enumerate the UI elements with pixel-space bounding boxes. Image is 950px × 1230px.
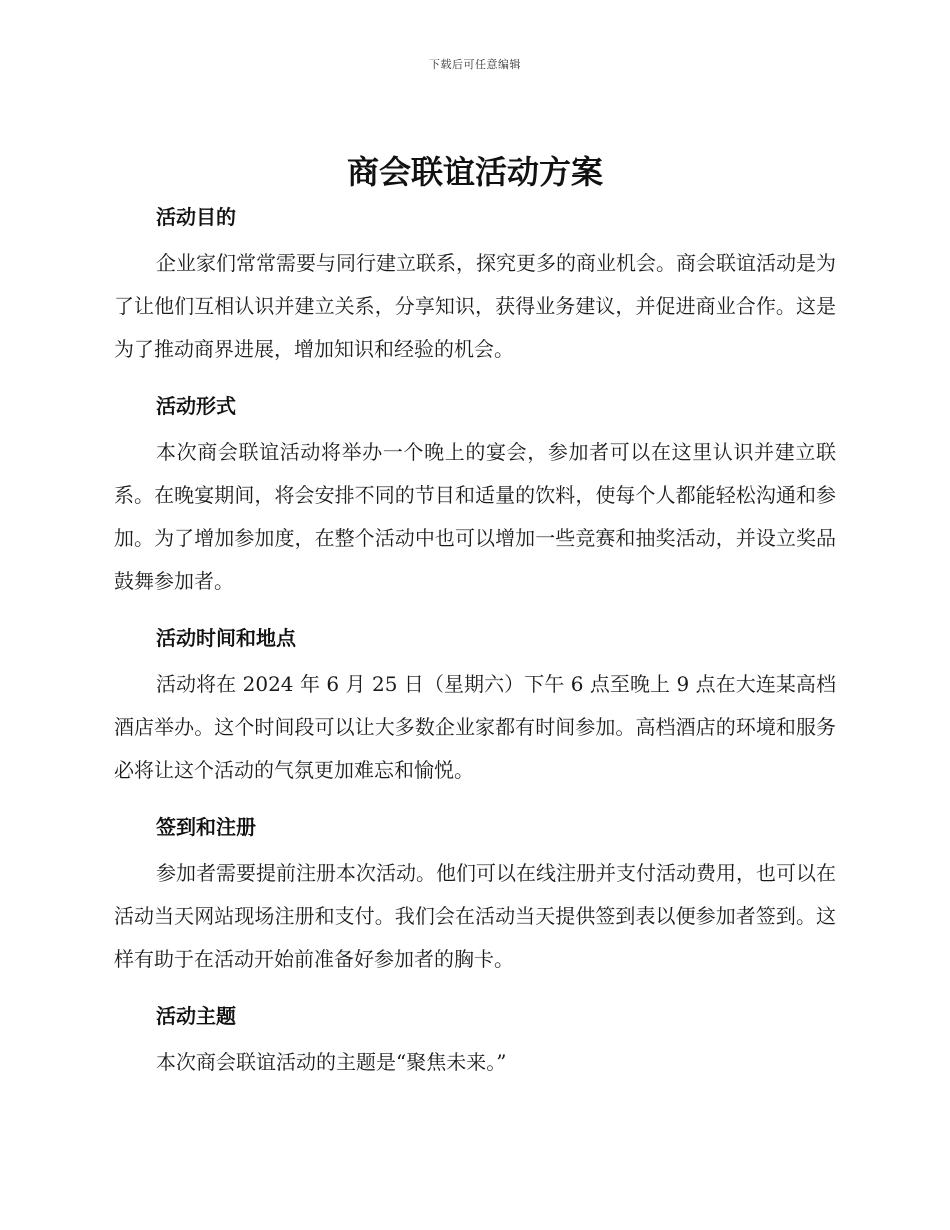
section-format (114, 391, 836, 603)
section-theme (114, 1001, 836, 1084)
section-heading: 活动主题 (156, 1004, 236, 1028)
document-title: 商会联谊活动方案 (346, 153, 603, 191)
document-content (114, 202, 836, 1084)
section-paragraph: 本次商会联谊活动的主题是“聚焦未来。” (156, 1050, 507, 1074)
section-registration (114, 812, 836, 981)
section-paragraph: 企业家们常常需要与同行建立联系，探究更多的商业机会。商会联谊活动是为了让他们互相认识并建立关系，分享知识，获得业务建议，并促进商业合作。这是为了推动商界进展，增加知识和经验的机会。 (114, 251, 836, 361)
page-header-note: 下载后可任意编辑 (429, 58, 521, 71)
section-heading: 活动形式 (156, 394, 236, 418)
section-time-location (114, 623, 836, 792)
section-heading: 活动时间和地点 (156, 626, 296, 650)
section-heading: 签到和注册 (156, 815, 256, 839)
section-paragraph: 活动将在 2024 年 6 月 25 日（星期六）下午 6 点至晚上 9 点在大连某高档酒店举办。这个时间段可以让大多数企业家都有时间参加。高档酒店的环境和服务必将让这个活动的气氛更加难忘和愉悦。 (114, 672, 836, 782)
section-heading: 活动目的 (156, 205, 236, 229)
section-paragraph: 本次商会联谊活动将举办一个晚上的宴会，参加者可以在这里认识并建立联系。在晚宴期间，将会安排不同的节目和适量的饮料，使每个人都能轻松沟通和参加。为了增加参加度，在整个活动中也可以增加一些竞赛和抽奖活动，并设立奖品鼓舞参加者。 (114, 440, 836, 593)
section-purpose (114, 202, 836, 371)
section-paragraph: 参加者需要提前注册本次活动。他们可以在线注册并支付活动费用，也可以在活动当天网站现场注册和支付。我们会在活动当天提供签到表以便参加者签到。这样有助于在活动开始前准备好参加者的胸卡。 (114, 861, 836, 971)
